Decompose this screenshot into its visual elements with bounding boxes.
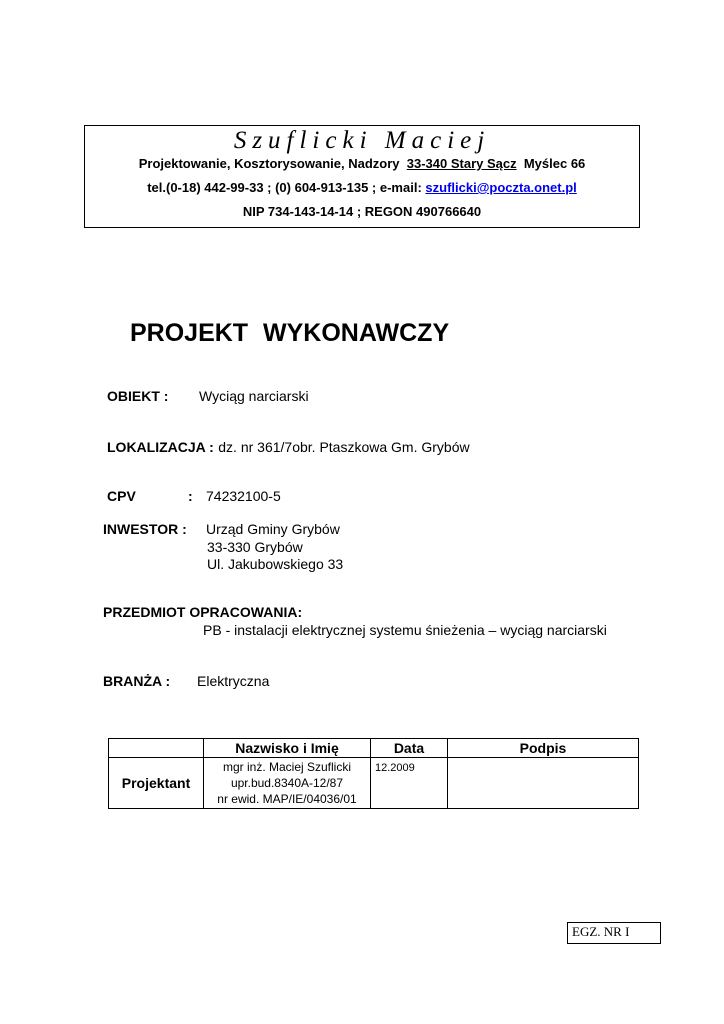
table-header-signature: Podpis: [448, 739, 639, 758]
company-name: Szuflicki Maciej: [233, 127, 491, 154]
obiekt-value: Wyciąg narciarski: [199, 388, 309, 404]
signature-table: [108, 738, 639, 809]
lokalizacja-row: [107, 439, 470, 457]
inwestor-line-1: Urząd Gminy Grybów: [206, 521, 340, 537]
signature-cell: [448, 758, 639, 809]
designer-name: mgr inż. Maciej Szuflicki: [222, 760, 352, 774]
letterhead-address-line: [85, 156, 639, 171]
lokalizacja-label: LOKALIZACJA :: [107, 439, 214, 455]
company-services: Projektowanie, Kosztorysowanie, Nadzory: [138, 156, 400, 171]
designer-registry: nr ewid. MAP/IE/04036/01: [217, 792, 357, 806]
branza-value: Elektryczna: [197, 673, 270, 689]
table-row: [109, 758, 639, 809]
obiekt-label: OBIEKT :: [107, 388, 169, 404]
date-cell: 12.2009: [371, 758, 448, 809]
cpv-value: 74232100-5: [206, 488, 281, 504]
company-locality: Myślec 66: [523, 156, 586, 171]
table-header-name: Nazwisko i Imię: [204, 739, 371, 758]
letterhead-box: [84, 125, 640, 228]
company-tax-ids: NIP 734-143-14-14 ; REGON 490766640: [242, 204, 482, 219]
lokalizacja-value: dz. nr 361/7obr. Ptaszkowa Gm. Grybów: [218, 439, 470, 455]
company-phones: tel.(0-18) 442-99-33 ; (0) 604-913-135 ; e-mail:: [147, 180, 422, 195]
inwestor-label: INWESTOR :: [103, 521, 187, 537]
document-title: PROJEKT WYKONAWCZY: [130, 319, 450, 347]
branza-label: BRANŻA :: [103, 673, 171, 689]
role-cell: Projektant: [109, 758, 204, 809]
letterhead-contact-line: [85, 180, 639, 195]
przedmiot-label: PRZEDMIOT OPRACOWANIA:: [103, 604, 303, 620]
company-postal-city: 33-340 Stary Sącz: [406, 156, 517, 171]
table-header-date: Data: [371, 739, 448, 758]
email-link[interactable]: szuflicki@poczta.onet.pl: [425, 180, 577, 195]
copy-number-box: EGZ. NR I: [567, 922, 661, 944]
designer-license: upr.bud.8340A-12/87: [230, 776, 344, 790]
cpv-colon: :: [188, 488, 193, 504]
inwestor-line-2: 33-330 Grybów: [207, 539, 303, 555]
przedmiot-value: PB - instalacji elektrycznej systemu śnieżenia – wyciąg narciarski: [203, 622, 607, 638]
inwestor-line-3: Ul. Jakubowskiego 33: [207, 556, 344, 572]
table-header-row: [109, 739, 639, 758]
table-header-blank: [109, 739, 204, 758]
cpv-label: CPV: [107, 488, 136, 504]
designer-name-cell: [204, 758, 371, 809]
